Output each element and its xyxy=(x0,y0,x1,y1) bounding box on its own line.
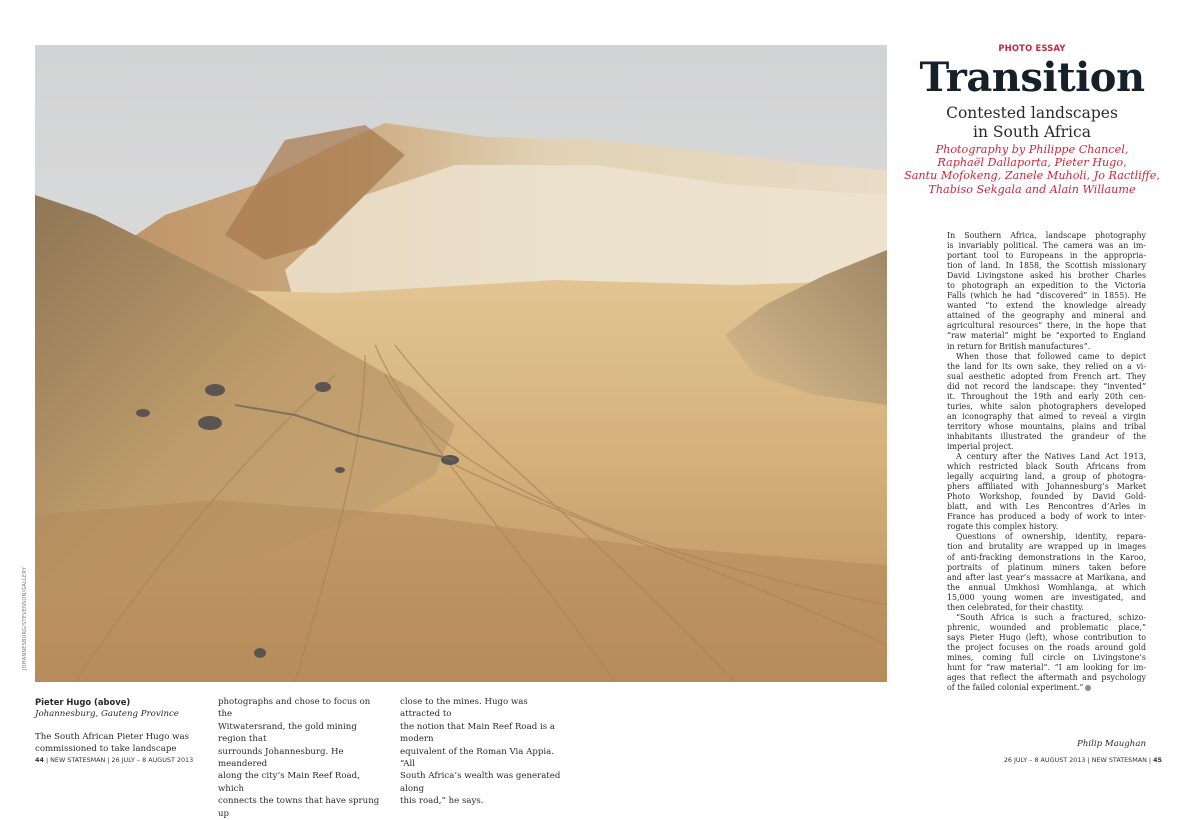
article-line: of anti-fracking demonstrations in the Karoo, xyxy=(947,552,1146,562)
caption-line: this road,” he says. xyxy=(400,796,484,807)
caption-photographer: Pieter Hugo (above) xyxy=(35,697,131,707)
article-line: phrenic, wounded and problematic place,” xyxy=(947,622,1146,632)
caption-column-1 xyxy=(35,696,205,756)
section-kicker: PHOTO ESSAY xyxy=(998,43,1066,53)
article-line: attained of the geography and mineral and xyxy=(947,311,1146,321)
article-line: turies, white salon photographers developed xyxy=(947,401,1146,411)
article-author: Philip Maughan xyxy=(1077,739,1146,749)
caption-column-2 xyxy=(218,696,383,820)
article-line: portant tool to Europeans in the appropria- xyxy=(947,251,1146,261)
folio-right xyxy=(1004,756,1162,764)
article-line: wanted “to extend the knowledge already xyxy=(947,301,1146,311)
caption-line: photographs and chose to focus on the xyxy=(218,697,371,720)
article-line: France has produced a body of work to inter- xyxy=(947,512,1146,522)
subtitle-line: in South Africa xyxy=(973,123,1091,141)
article-line: ages that reflect the aftermath and psychology xyxy=(947,673,1146,683)
caption-line: South Africa’s wealth was generated along xyxy=(400,771,561,794)
photo-sand-dune-road xyxy=(35,45,887,682)
byline-line: Santu Mofokeng, Zanele Muholi, Jo Ractliffe, xyxy=(904,169,1160,183)
article-line: which restricted black South Africans from xyxy=(947,462,1146,472)
article-line: portraits of platinum miners taken before xyxy=(947,562,1146,572)
article-line: When those that followed came to depict xyxy=(956,351,1146,361)
article-line: tion and brutality are wrapped up in images xyxy=(947,542,1146,552)
article-line: the project focuses on the roads around gold xyxy=(947,642,1146,652)
article-line: territory whose mountains, plains and tribal xyxy=(947,421,1146,431)
article-line: A century after the Natives Land Act 1913, xyxy=(956,452,1146,462)
article-last-line xyxy=(947,683,1146,693)
article-line: blatt, and with Les Rencontres d’Arles in xyxy=(947,502,1146,512)
page-title: Transition xyxy=(919,54,1145,101)
article-line: sual aesthetic adopted from French art. They xyxy=(947,371,1146,381)
caption-column-3 xyxy=(400,696,570,808)
byline-line: Photography by Philippe Chancel, xyxy=(935,143,1129,156)
caption-location: Johannesburg, Gauteng Province xyxy=(35,709,179,720)
page-number-right: 45 xyxy=(1153,756,1162,764)
article-line: hunt for “raw material”. “I am looking for im- xyxy=(947,663,1146,673)
article-line: an iconography that aimed to reveal a virgin xyxy=(947,411,1146,421)
caption-line: close to the mines. Hugo was attracted to xyxy=(400,697,528,720)
caption-line: the notion that Main Reef Road is a modern xyxy=(400,721,555,745)
article-line: 15,000 young women are investigated, and xyxy=(947,592,1146,602)
article-line: mines, coming full circle on Livingstone’s xyxy=(947,652,1146,662)
article-line: agricultural resources” there, in the hope that xyxy=(947,321,1146,331)
caption-line: The South African Pieter Hugo was xyxy=(35,731,190,742)
article-line: inhabitants illustrated the grandeur of the xyxy=(947,431,1146,441)
article-line: of the failed colonial experiment.” xyxy=(947,683,1084,693)
folio-right-text: 26 JULY – 8 AUGUST 2013 | NEW STATESMAN | xyxy=(1003,756,1154,764)
article-line: is invariably political. The camera was an im- xyxy=(947,241,1146,251)
article-line: Falls (which he had “discovered” in 1855). He xyxy=(947,291,1146,301)
article-line: the annual Umkhosi Womhlanga, at which xyxy=(947,582,1146,592)
folio-left-text: | NEW STATESMAN | 26 JULY – 8 AUGUST 2013 xyxy=(43,756,194,764)
article-line: rogate this complex history. xyxy=(947,522,1059,532)
article-line: then celebrated, for their chastity. xyxy=(947,602,1084,612)
photographers-byline xyxy=(900,143,1164,196)
article-line: the land for its own sake, they relied on a vi- xyxy=(947,361,1146,371)
article-line: did not record the landscape: they “invented” xyxy=(947,381,1146,391)
article-line: Photo Workshop, founded by David Gold- xyxy=(947,492,1146,502)
caption-line: along the city’s Main Reef Road, which xyxy=(218,771,360,794)
caption-line: connects the towns that have sprung up xyxy=(218,796,380,819)
folio-left xyxy=(35,756,193,764)
article-line: imperial project. xyxy=(947,441,1014,451)
byline-line: Thabiso Sekgala and Alain Willaume xyxy=(928,182,1136,196)
caption-line: equivalent of the Roman Via Appia. “All xyxy=(400,746,554,770)
article-line: in return for British manufactures”. xyxy=(947,341,1091,351)
article-line: tion of land. In 1858, the Scottish missionary xyxy=(947,261,1146,271)
caption-line: Witwatersrand, the gold mining region that xyxy=(218,721,357,745)
article-line: Questions of ownership, identity, repara- xyxy=(956,532,1146,542)
article-line: “raw material” might be “exported to England xyxy=(947,331,1146,341)
article-line: and after last year’s massacre at Marikana, and xyxy=(947,572,1146,582)
article-line: legally acquiring land, a group of photogra- xyxy=(947,472,1146,482)
photo-credit: JOHANNESBURG/STEVENSON/GALLERY xyxy=(22,566,28,670)
article-line: to photograph an expedition to the Victoria xyxy=(947,281,1146,291)
landscape-photograph xyxy=(35,45,887,682)
subtitle xyxy=(900,104,1164,142)
article-line: David Livingstone asked his brother Charles xyxy=(947,271,1146,281)
article-line: “South Africa is such a fractured, schizo- xyxy=(956,612,1146,622)
byline-line: Raphaël Dallaporta, Pieter Hugo, xyxy=(937,156,1127,170)
article-line: In Southern Africa, landscape photography xyxy=(947,231,1146,240)
caption-line: commissioned to take landscape xyxy=(35,744,177,755)
article-line: says Pieter Hugo (left), whose contribution to xyxy=(947,632,1146,642)
page-number-left: 44 xyxy=(35,756,44,764)
article-line: phers affiliated with Johannesburg’s Market xyxy=(947,482,1146,492)
end-bullet-icon xyxy=(1085,685,1091,691)
caption-line: surrounds Johannesburg. He meandered xyxy=(218,746,344,770)
article-body xyxy=(947,231,1146,693)
subtitle-line: Contested landscapes xyxy=(946,104,1118,122)
article-line: it. Throughout the 19th and early 20th cen- xyxy=(947,391,1146,401)
